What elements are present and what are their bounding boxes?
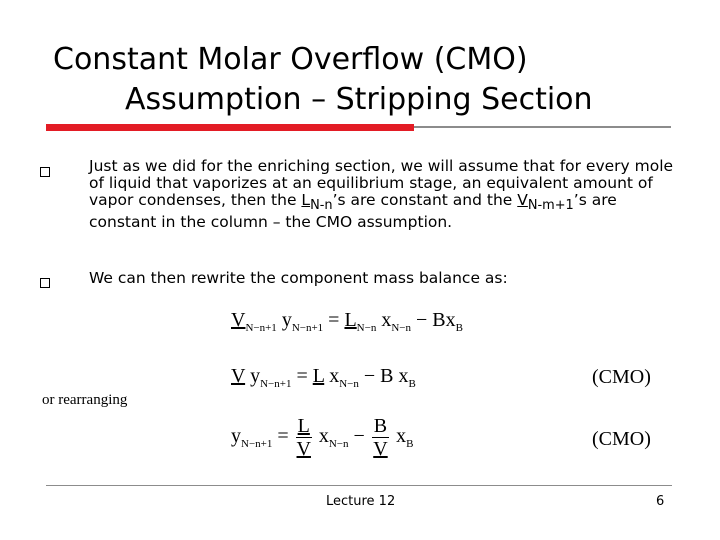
equation-2: V $y_{N-n+1} = L$ $x_{N-n} - B$ $x_B$	[231, 365, 416, 390]
bullet-square-icon	[40, 278, 50, 288]
title-underline-gray	[414, 126, 671, 128]
cmo-label: (CMO)	[592, 428, 651, 450]
footer-lecture: Lecture 12	[326, 494, 396, 509]
fraction-B-over-V: $\frac{B}{V}$	[373, 415, 388, 460]
title-line-2: Assumption – Stripping Section	[125, 82, 593, 117]
cmo-label: (CMO)	[592, 366, 651, 388]
rearranging-text: or rearranging	[42, 392, 128, 408]
page-number: 6	[656, 494, 665, 509]
equation-3: $y_{N-n+1}$ = $\frac{L}{V}$ $x_{N-n}$ − $\frac{B}{V}$ $x_B$	[231, 415, 414, 460]
equation-1: $V_{N-n+1}$ $y_{N-n+1} = L_{N-n}$ $x_{N-n} - Bx_B$	[231, 309, 463, 334]
bullet-square-icon	[40, 167, 50, 177]
title-line-1: Constant Molar Overflow (CMO)	[53, 42, 528, 77]
footer-divider	[46, 485, 672, 486]
bullet-text-1: Just as we did for the enriching section, we will assume that for every mole of liquid that vaporizes at an equilibrium stage, an equivalent amount of vapor condenses, then the $L_{N-n}’s$ are constant and the $V_{N-m+1}’s$ are constant in the column – the CMO assumption.	[89, 157, 674, 232]
fraction-L-over-V: $\frac{L}{V}$	[296, 415, 311, 460]
title-underline-red	[46, 124, 414, 131]
bullet-text-2: We can then rewrite the component mass balance as:	[89, 269, 508, 287]
slide-title	[53, 40, 693, 120]
